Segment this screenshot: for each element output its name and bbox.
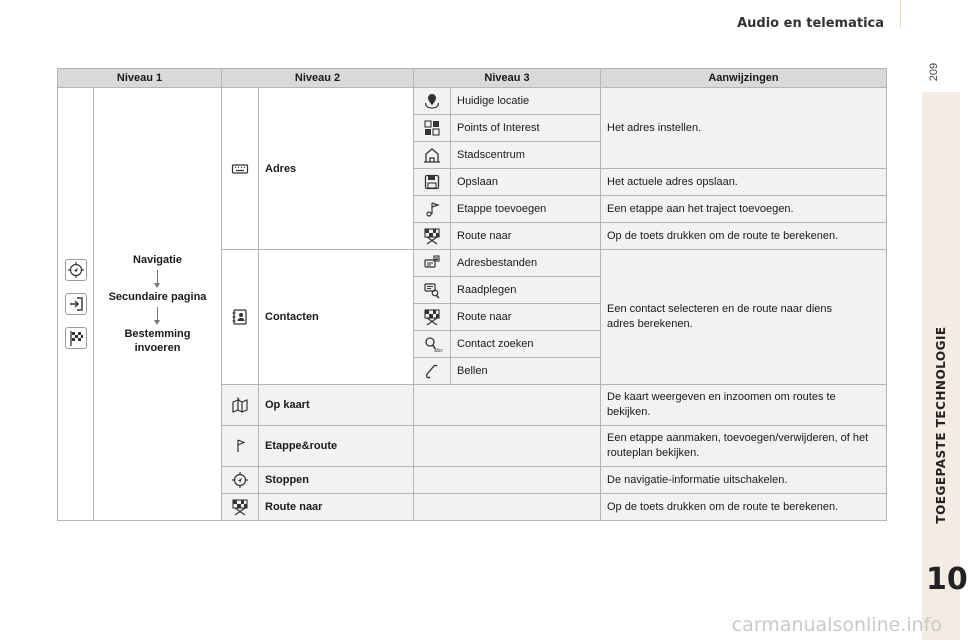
flow-step-bestemming: Bestemming invoeren: [124, 328, 191, 354]
route-flag-icon: [222, 494, 259, 521]
flow-arrow: [157, 307, 158, 321]
level2-stoppen: Stoppen: [259, 467, 414, 494]
level3-bellen: Bellen: [451, 358, 601, 385]
note-stoppen: De navigatie-informatie uitschakelen.: [601, 467, 887, 494]
checkered-flag-icon: [65, 327, 87, 349]
level1-flow-cell: [94, 88, 222, 521]
header-niveau-3: Niveau 3: [414, 69, 601, 88]
level3-raadplegen: Raadplegen: [451, 277, 601, 304]
route-flag-icon: [414, 304, 451, 331]
header-aanwijzingen: Aanwijzingen: [601, 69, 887, 88]
waypoint-flag-icon: [222, 426, 259, 467]
flow-step-secundaire-pagina: Secundaire pagina: [108, 291, 207, 303]
header-niveau-2: Niveau 2: [222, 69, 414, 88]
flow-arrow: [157, 270, 158, 284]
level2-contacten: Contacten: [259, 250, 414, 385]
navigation-icon: [222, 467, 259, 494]
level3-stadscentrum: Stadscentrum: [451, 142, 601, 169]
table-header-row: [58, 69, 887, 88]
search-contact-icon: [414, 331, 451, 358]
page-number: 209: [928, 62, 940, 82]
flow-step-navigatie: Navigatie: [133, 254, 182, 266]
level3-adresbestanden: Adresbestanden: [451, 250, 601, 277]
level3-contact-zoeken: Contact zoeken: [451, 331, 601, 358]
level2-route-naar: Route naar: [259, 494, 414, 521]
location-icon: [414, 88, 451, 115]
svg-text:abc: abc: [434, 348, 443, 354]
note-contacten: Een contact selecteren en de route naar diens adres berekenen.: [601, 250, 887, 385]
poi-icon: [414, 115, 451, 142]
note-op-kaart: De kaart weergeven en inzoomen om routes te bekijken.: [601, 385, 887, 426]
level3-route-naar: Route naar: [451, 223, 601, 250]
save-icon: [414, 169, 451, 196]
level3-route-naar-contact: Route naar: [451, 304, 601, 331]
page-header-title: Audio en telematica: [737, 16, 884, 31]
route-flag-icon: [414, 223, 451, 250]
level3-etappe-toevoegen: Etappe toevoegen: [451, 196, 601, 223]
header-divider: [900, 0, 901, 28]
note-etappe-route: Een etappe aanmaken, toevoegen/verwijderen, of het routeplan bekijken.: [601, 426, 887, 467]
map-icon: [222, 385, 259, 426]
level3-huidige-locatie: Huidige locatie: [451, 88, 601, 115]
keyboard-icon: [222, 88, 259, 250]
contacts-icon: [222, 250, 259, 385]
note-route-naar-final: Op de toets drukken om de route te berekenen.: [601, 494, 887, 521]
consult-icon: [414, 277, 451, 304]
level3-empty: [414, 385, 601, 426]
city-icon: [414, 142, 451, 169]
navigation-icon: [65, 259, 87, 281]
level1-icons-cell: [58, 88, 94, 521]
level3-empty: [414, 467, 601, 494]
level2-adres: Adres: [259, 88, 414, 250]
table-row: [58, 88, 887, 115]
chapter-number: 10: [926, 562, 968, 597]
watermark: carmanualsonline.info: [731, 614, 942, 636]
level3-empty: [414, 494, 601, 521]
exit-icon: [65, 293, 87, 315]
section-title: TOEGEPASTE TECHNOLOGIE: [934, 326, 948, 524]
level2-op-kaart: Op kaart: [259, 385, 414, 426]
header-niveau-1: Niveau 1: [58, 69, 222, 88]
note-etappe-toevoegen: Een etappe aan het traject toevoegen.: [601, 196, 887, 223]
phone-icon: [414, 358, 451, 385]
level2-etappe-route: Etappe&route: [259, 426, 414, 467]
note-route-naar: Op de toets drukken om de route te berekenen.: [601, 223, 887, 250]
address-book-icon: [414, 250, 451, 277]
waypoint-icon: [414, 196, 451, 223]
note-adres-instellen: Het adres instellen.: [601, 88, 887, 169]
level3-points-of-interest: Points of Interest: [451, 115, 601, 142]
level3-opslaan: Opslaan: [451, 169, 601, 196]
note-opslaan: Het actuele adres opslaan.: [601, 169, 887, 196]
navigation-menu-table: [57, 68, 887, 521]
level3-empty: [414, 426, 601, 467]
